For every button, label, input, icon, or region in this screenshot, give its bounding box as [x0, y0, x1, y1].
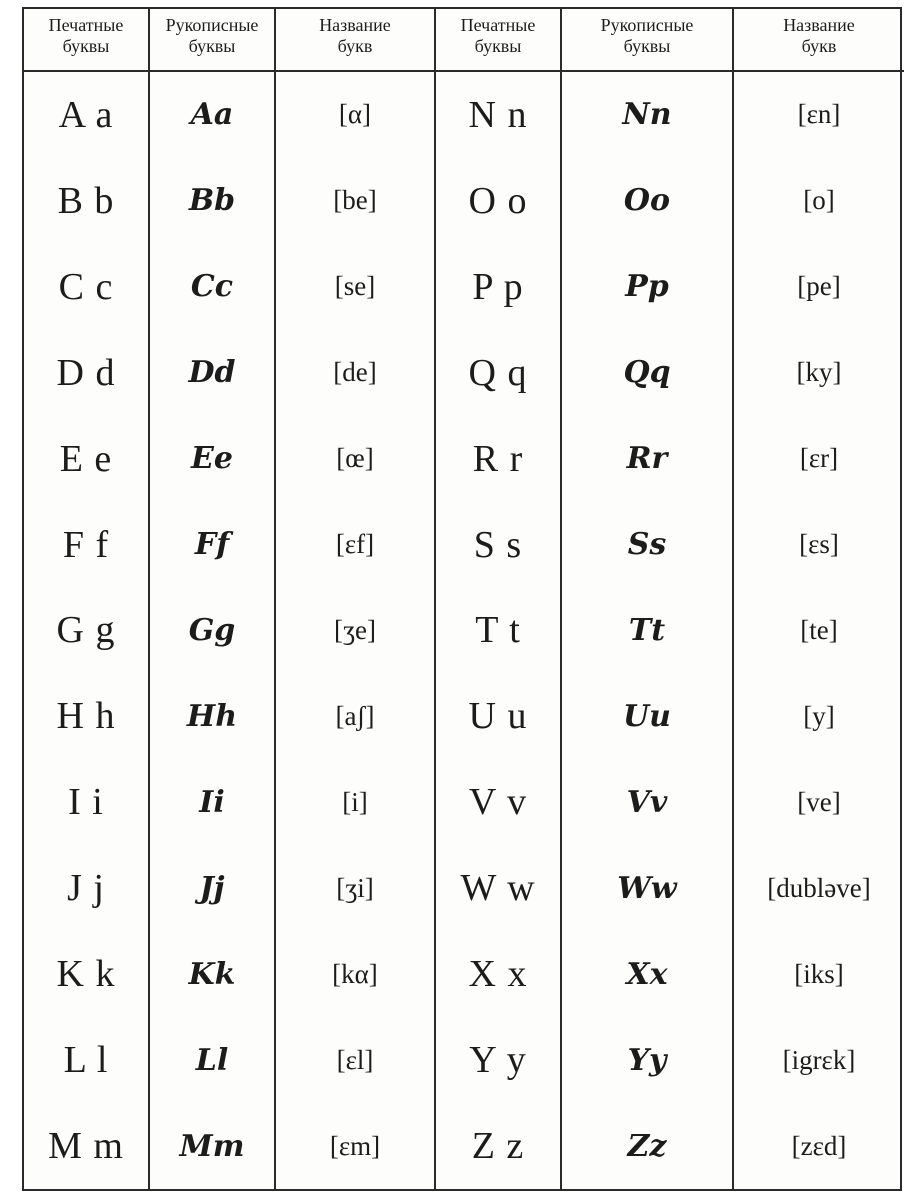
- script-letter: Ee: [191, 441, 233, 477]
- letter-name: [œ]: [336, 443, 374, 474]
- script-letter-cell: [561, 1103, 733, 1189]
- printed-letter-cell: [435, 502, 561, 588]
- letter-name: [te]: [800, 614, 838, 645]
- letter-name: [εr]: [799, 443, 839, 474]
- letter-name-cell: [275, 71, 435, 158]
- letter-name: [y]: [803, 700, 835, 731]
- printed-letter: V v: [468, 781, 528, 824]
- printed-letter-cell: [435, 931, 561, 1017]
- script-letter-cell: [561, 71, 733, 158]
- table-row: [24, 588, 904, 674]
- table-row: [24, 845, 904, 931]
- header-printed-right: Печатные буквы: [435, 9, 561, 71]
- letter-name-cell: [733, 158, 904, 244]
- script-letter-cell: [149, 502, 275, 588]
- letter-name: [εf]: [335, 529, 375, 560]
- printed-letter-cell: [24, 71, 149, 158]
- letter-name: [igrεk]: [782, 1044, 856, 1075]
- printed-letter: U u: [468, 695, 528, 738]
- script-letter-cell: [561, 1017, 733, 1103]
- header-name-right: Название букв: [733, 9, 904, 71]
- printed-letter-cell: [435, 71, 561, 158]
- printed-letter-cell: [435, 1103, 561, 1189]
- letter-name: [εs]: [799, 529, 839, 560]
- printed-letter-cell: [24, 759, 149, 845]
- script-letter-cell: [149, 931, 275, 1017]
- script-letter: Rr: [626, 441, 668, 477]
- script-letter-cell: [561, 931, 733, 1017]
- script-letter: Ll: [195, 1042, 229, 1078]
- header-script-left: Рукописные буквы: [149, 9, 275, 71]
- letter-name: [εl]: [336, 1044, 374, 1075]
- script-letter-cell: [561, 588, 733, 674]
- script-letter: Uu: [623, 698, 671, 734]
- printed-letter-cell: [24, 330, 149, 416]
- letter-name-cell: [275, 759, 435, 845]
- letter-name-cell: [733, 416, 904, 502]
- letter-name-cell: [275, 244, 435, 330]
- letter-name-cell: [275, 502, 435, 588]
- letter-name: [pe]: [797, 271, 841, 302]
- letter-name-cell: [733, 1017, 904, 1103]
- printed-letter-cell: [24, 845, 149, 931]
- letter-name: [ky]: [796, 357, 842, 388]
- letter-name-cell: [275, 416, 435, 502]
- script-letter-cell: [561, 673, 733, 759]
- printed-letter: Q q: [468, 351, 528, 394]
- script-letter-cell: [149, 71, 275, 158]
- printed-letter-cell: [435, 673, 561, 759]
- script-letter-cell: [149, 158, 275, 244]
- script-letter-cell: [149, 244, 275, 330]
- printed-letter-cell: [435, 158, 561, 244]
- printed-letter: I i: [68, 781, 104, 824]
- header-name-left: Название букв: [275, 9, 435, 71]
- printed-letter: F f: [62, 523, 110, 566]
- script-letter: Pp: [625, 269, 669, 305]
- letter-name-cell: [733, 845, 904, 931]
- printed-letter: L l: [63, 1039, 109, 1082]
- script-letter-cell: [561, 158, 733, 244]
- letter-name-cell: [275, 330, 435, 416]
- letter-name: [aʃ]: [335, 700, 375, 731]
- script-letter: Aa: [190, 97, 234, 133]
- printed-letter-cell: [24, 1103, 149, 1189]
- letter-name-cell: [733, 502, 904, 588]
- letter-name-cell: [275, 1017, 435, 1103]
- french-alphabet-table: [24, 9, 904, 1189]
- printed-letter: H h: [56, 695, 116, 738]
- header-printed-left: Печатные буквы: [24, 9, 149, 71]
- letter-name: [iks]: [794, 958, 844, 989]
- header-script-right: Рукописные буквы: [561, 9, 733, 71]
- table-row: [24, 1103, 904, 1189]
- script-letter: Qq: [623, 355, 671, 391]
- script-letter: Ww: [617, 870, 677, 906]
- script-letter: Ff: [194, 527, 230, 563]
- letter-name: [εn]: [797, 99, 841, 130]
- alphabet-body: [24, 71, 904, 1189]
- table-row: [24, 71, 904, 158]
- letter-name-cell: [733, 244, 904, 330]
- letter-name-cell: [733, 1103, 904, 1189]
- printed-letter-cell: [435, 845, 561, 931]
- printed-letter: P p: [472, 265, 524, 308]
- script-letter: Xx: [626, 956, 668, 992]
- letter-name-cell: [733, 759, 904, 845]
- printed-letter-cell: [24, 588, 149, 674]
- script-letter-cell: [149, 1017, 275, 1103]
- script-letter-cell: [149, 416, 275, 502]
- letter-name-cell: [733, 673, 904, 759]
- script-letter-cell: [149, 588, 275, 674]
- script-letter: Jj: [199, 870, 225, 906]
- table-row: [24, 330, 904, 416]
- letter-name: [de]: [333, 357, 377, 388]
- table-row: [24, 759, 904, 845]
- letter-name: [ʒi]: [336, 872, 374, 903]
- letter-name-cell: [275, 931, 435, 1017]
- letter-name-cell: [275, 1103, 435, 1189]
- printed-letter: B b: [57, 179, 115, 222]
- script-letter-cell: [561, 845, 733, 931]
- script-letter: Vv: [626, 784, 668, 820]
- script-letter: Oo: [623, 183, 671, 219]
- letter-name: [o]: [803, 185, 835, 216]
- printed-letter-cell: [24, 244, 149, 330]
- printed-letter-cell: [435, 1017, 561, 1103]
- header-row: [24, 9, 904, 71]
- letter-name-cell: [275, 588, 435, 674]
- printed-letter-cell: [24, 673, 149, 759]
- alphabet-sheet: [22, 7, 902, 1191]
- script-letter-cell: [149, 673, 275, 759]
- printed-letter-cell: [435, 244, 561, 330]
- script-letter-cell: [149, 1103, 275, 1189]
- script-letter: Tt: [628, 612, 666, 648]
- letter-name: [kα]: [332, 958, 378, 989]
- table-row: [24, 244, 904, 330]
- letter-name: [ve]: [797, 786, 841, 817]
- letter-name: [se]: [334, 271, 376, 302]
- printed-letter: T t: [475, 609, 521, 652]
- table-row: [24, 1017, 904, 1103]
- printed-letter: A a: [58, 93, 114, 136]
- script-letter: Mm: [179, 1128, 245, 1164]
- letter-name-cell: [733, 588, 904, 674]
- printed-letter-cell: [24, 1017, 149, 1103]
- printed-letter: S s: [473, 523, 523, 566]
- printed-letter: X x: [468, 953, 528, 996]
- letter-name-cell: [733, 330, 904, 416]
- script-letter-cell: [561, 330, 733, 416]
- script-letter: Nn: [622, 97, 672, 133]
- printed-letter: J j: [67, 867, 105, 910]
- script-letter: Hh: [186, 698, 238, 734]
- table-row: [24, 931, 904, 1017]
- script-letter-cell: [561, 416, 733, 502]
- printed-letter: W w: [460, 867, 536, 910]
- script-letter: Cc: [190, 269, 234, 305]
- printed-letter-cell: [24, 931, 149, 1017]
- script-letter: Yy: [627, 1042, 667, 1078]
- letter-name: [i]: [342, 786, 368, 817]
- printed-letter: K k: [56, 953, 116, 996]
- printed-letter-cell: [24, 416, 149, 502]
- letter-name: [α]: [338, 99, 372, 130]
- printed-letter: M m: [48, 1125, 124, 1168]
- letter-name: [be]: [333, 185, 377, 216]
- script-letter: Zz: [627, 1128, 667, 1164]
- printed-letter: C c: [58, 265, 114, 308]
- letter-name: [zεd]: [791, 1130, 847, 1161]
- printed-letter: Z z: [471, 1125, 525, 1168]
- printed-letter: G g: [56, 609, 116, 652]
- script-letter: Kk: [188, 956, 236, 992]
- script-letter-cell: [561, 759, 733, 845]
- table-row: [24, 158, 904, 244]
- script-letter: Dd: [188, 355, 236, 391]
- letter-name-cell: [275, 845, 435, 931]
- letter-name: [εm]: [329, 1130, 381, 1161]
- printed-letter-cell: [435, 588, 561, 674]
- letter-name-cell: [733, 71, 904, 158]
- script-letter: Ss: [627, 527, 667, 563]
- script-letter-cell: [149, 759, 275, 845]
- printed-letter: D d: [56, 351, 116, 394]
- printed-letter: R r: [472, 437, 524, 480]
- printed-letter: O o: [468, 179, 528, 222]
- script-letter: Bb: [188, 183, 236, 219]
- printed-letter-cell: [435, 416, 561, 502]
- printed-letter: E e: [59, 437, 113, 480]
- table-row: [24, 502, 904, 588]
- printed-letter-cell: [24, 502, 149, 588]
- script-letter: Gg: [188, 612, 236, 648]
- printed-letter-cell: [435, 330, 561, 416]
- table-row: [24, 673, 904, 759]
- letter-name-cell: [275, 673, 435, 759]
- script-letter-cell: [149, 845, 275, 931]
- script-letter: Ii: [199, 784, 225, 820]
- letter-name-cell: [275, 158, 435, 244]
- printed-letter: Y y: [469, 1039, 527, 1082]
- letter-name-cell: [733, 931, 904, 1017]
- letter-name: [dubləve]: [767, 872, 871, 903]
- script-letter-cell: [561, 502, 733, 588]
- table-row: [24, 416, 904, 502]
- script-letter-cell: [561, 244, 733, 330]
- script-letter-cell: [149, 330, 275, 416]
- printed-letter-cell: [435, 759, 561, 845]
- printed-letter-cell: [24, 158, 149, 244]
- letter-name: [ʒe]: [334, 614, 376, 645]
- printed-letter: N n: [468, 93, 528, 136]
